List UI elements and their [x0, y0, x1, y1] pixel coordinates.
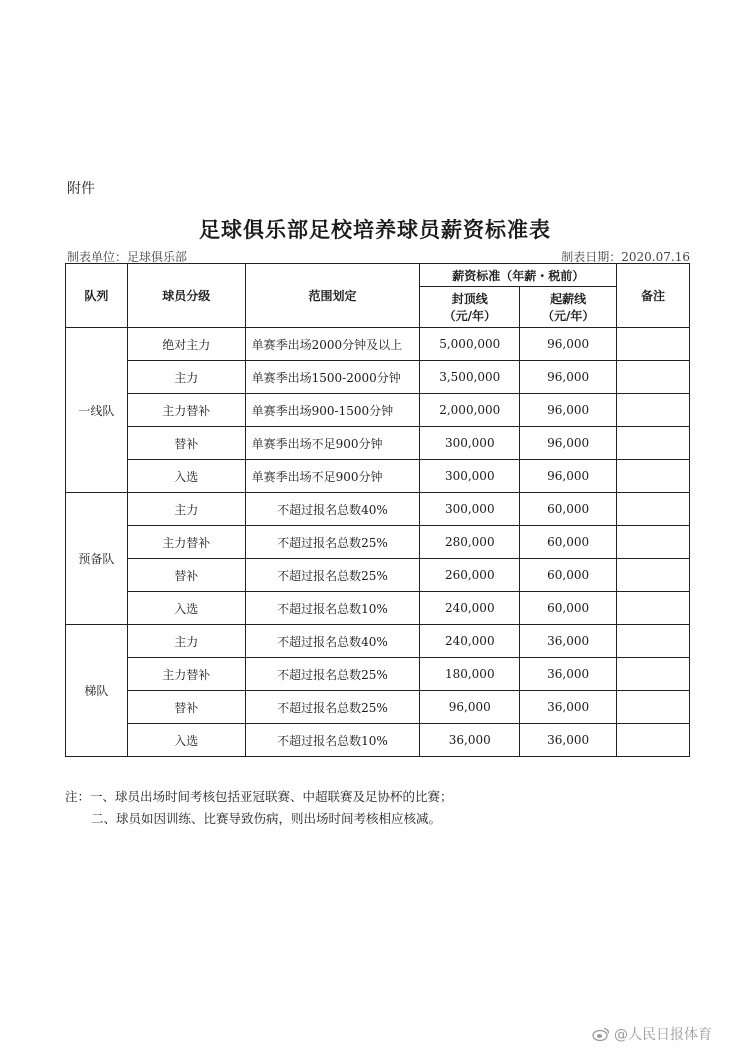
cap-cell: 280,000	[420, 526, 520, 559]
watermark-text: @人民日报体育	[614, 1027, 712, 1043]
header-range: 范围划定	[245, 264, 420, 328]
watermark	[592, 1024, 712, 1044]
table-row	[66, 328, 690, 361]
base-cell: 96,000	[520, 460, 617, 493]
footnotes	[65, 786, 453, 830]
team-cell: 一线队	[66, 328, 128, 493]
header-team: 队列	[66, 264, 128, 328]
cap-cell: 240,000	[420, 625, 520, 658]
base-cell: 96,000	[520, 328, 617, 361]
base-cell: 60,000	[520, 592, 617, 625]
header-base-title: 起薪线	[550, 292, 587, 306]
table-row	[66, 691, 690, 724]
level-cell: 主力	[127, 361, 245, 394]
level-cell: 绝对主力	[127, 328, 245, 361]
table-row	[66, 460, 690, 493]
level-cell: 主力	[127, 493, 245, 526]
cap-cell: 300,000	[420, 427, 520, 460]
base-cell: 36,000	[520, 658, 617, 691]
cap-cell: 2,000,000	[420, 394, 520, 427]
level-cell: 主力替补	[127, 526, 245, 559]
date-label: 制表日期：2020.07.16	[561, 250, 690, 264]
range-cell: 单赛季出场1500-2000分钟	[245, 361, 420, 394]
cap-cell: 3,500,000	[420, 361, 520, 394]
range-cell: 不超过报名总数10%	[245, 592, 420, 625]
remark-cell	[617, 394, 690, 427]
table-row	[66, 625, 690, 658]
header-cap	[420, 287, 520, 328]
range-cell: 不超过报名总数25%	[245, 691, 420, 724]
cap-cell: 180,000	[420, 658, 520, 691]
header-base	[520, 287, 617, 328]
base-cell: 36,000	[520, 691, 617, 724]
table-row	[66, 493, 690, 526]
table-row	[66, 427, 690, 460]
range-cell: 单赛季出场不足900分钟	[245, 460, 420, 493]
header-level: 球员分级	[127, 264, 245, 328]
salary-table	[65, 263, 690, 757]
base-cell: 96,000	[520, 394, 617, 427]
remark-cell	[617, 493, 690, 526]
footnote-1: 注：一、球员出场时间考核包括亚冠联赛、中超联赛及足协杯的比赛；	[65, 789, 453, 804]
range-cell: 不超过报名总数40%	[245, 625, 420, 658]
header-cap-title: 封顶线	[451, 292, 488, 306]
table-row	[66, 559, 690, 592]
cap-cell: 260,000	[420, 559, 520, 592]
cap-cell: 300,000	[420, 460, 520, 493]
cap-cell: 36,000	[420, 724, 520, 757]
level-cell: 入选	[127, 724, 245, 757]
remark-cell	[617, 460, 690, 493]
remark-cell	[617, 526, 690, 559]
remark-cell	[617, 691, 690, 724]
level-cell: 入选	[127, 460, 245, 493]
cap-cell: 96,000	[420, 691, 520, 724]
table-row	[66, 658, 690, 691]
attachment-label: 附件	[67, 181, 95, 197]
level-cell: 替补	[127, 427, 245, 460]
level-cell: 主力替补	[127, 658, 245, 691]
remark-cell	[617, 658, 690, 691]
base-cell: 60,000	[520, 493, 617, 526]
remark-cell	[617, 361, 690, 394]
remark-cell	[617, 625, 690, 658]
base-cell: 36,000	[520, 625, 617, 658]
base-cell: 96,000	[520, 361, 617, 394]
remark-cell	[617, 592, 690, 625]
range-cell: 不超过报名总数25%	[245, 526, 420, 559]
level-cell: 替补	[127, 559, 245, 592]
footnote-2: 二、球员如因训练、比赛导致伤病，则出场时间考核相应核减。	[91, 811, 442, 826]
table-row	[66, 394, 690, 427]
range-cell: 不超过报名总数25%	[245, 658, 420, 691]
table-row	[66, 724, 690, 757]
remark-cell	[617, 724, 690, 757]
team-cell: 预备队	[66, 493, 128, 625]
range-cell: 不超过报名总数10%	[245, 724, 420, 757]
team-cell: 梯队	[66, 625, 128, 757]
document-title: 足球俱乐部足校培养球员薪资标准表	[199, 217, 551, 242]
unit-label: 制表单位：足球俱乐部	[67, 250, 188, 264]
remark-cell	[617, 559, 690, 592]
remark-cell	[617, 427, 690, 460]
weibo-icon	[592, 1027, 610, 1041]
table-row	[66, 526, 690, 559]
header-base-unit: （元/年）	[541, 309, 595, 323]
base-cell: 60,000	[520, 559, 617, 592]
level-cell: 主力替补	[127, 394, 245, 427]
range-cell: 不超过报名总数25%	[245, 559, 420, 592]
cap-cell: 240,000	[420, 592, 520, 625]
cap-cell: 300,000	[420, 493, 520, 526]
base-cell: 36,000	[520, 724, 617, 757]
remark-cell	[617, 328, 690, 361]
table-row	[66, 592, 690, 625]
table-row	[66, 361, 690, 394]
range-cell: 单赛季出场2000分钟及以上	[245, 328, 420, 361]
range-cell: 不超过报名总数40%	[245, 493, 420, 526]
header-salary-standard: 薪资标准（年薪・税前）	[420, 264, 617, 287]
level-cell: 替补	[127, 691, 245, 724]
cap-cell: 5,000,000	[420, 328, 520, 361]
header-remark: 备注	[617, 264, 690, 328]
level-cell: 主力	[127, 625, 245, 658]
range-cell: 单赛季出场900-1500分钟	[245, 394, 420, 427]
base-cell: 96,000	[520, 427, 617, 460]
level-cell: 入选	[127, 592, 245, 625]
range-cell: 单赛季出场不足900分钟	[245, 427, 420, 460]
base-cell: 60,000	[520, 526, 617, 559]
header-cap-unit: （元/年）	[443, 309, 496, 323]
